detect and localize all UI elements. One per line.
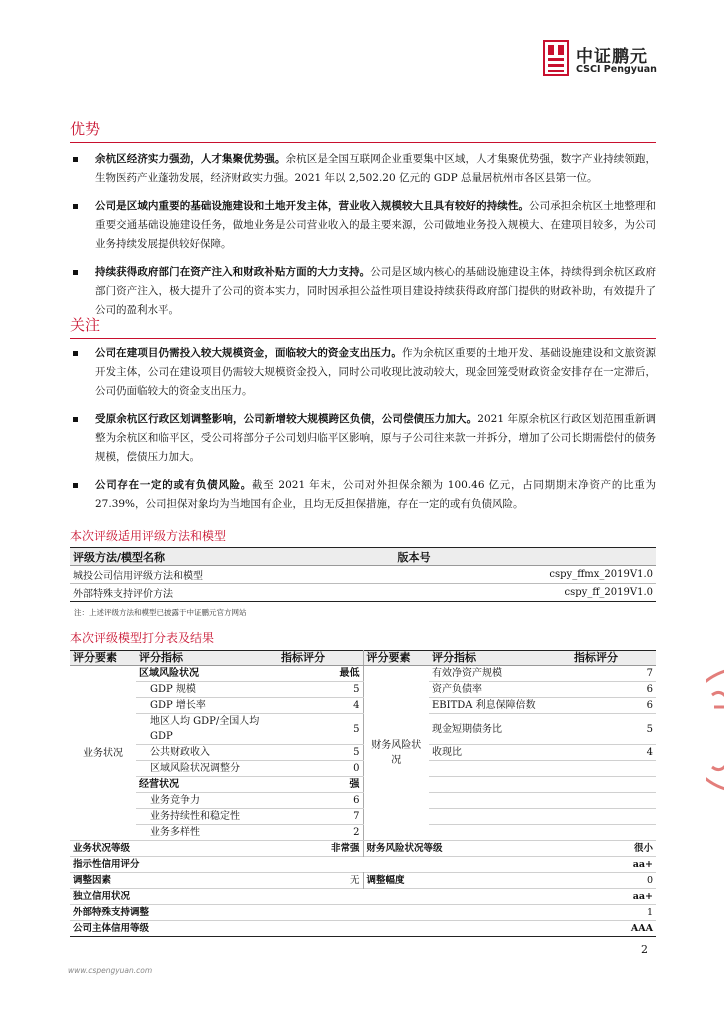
financial-factor-label: 财务风险状况	[363, 666, 429, 841]
summary-row: 业务状况等级 非常强 财务风险状况等级 很小	[70, 841, 656, 857]
table-row: 地区人均 GDP/全国人均 GDP 5 现金短期债务比 5	[70, 714, 656, 745]
concern-item: 公司在建项目仍需投入较大规模资金，面临较大的资金支出压力。作为余杭区重要的土地开发、基础设施建设和文旅资源开发主体，公司在建设项目仍需较大规模资金投入，同时公司收现比波动较大，现金回笼受财政资金安排存在一定滞后，公司仍面临较大的资金支出压力。	[70, 344, 656, 401]
table-row: 城投公司信用评级方法和模型 cspy_ffmx_2019V1.0	[70, 566, 656, 584]
table-row: 业务竞争力 6	[70, 793, 656, 809]
concern-item: 公司存在一定的或有负债风险。截至 2021 年末，公司对外担保余额为 100.46 亿元，占同期期末净资产的比重为 27.39%，公司担保对象均为当地国有企业，且均无反担保措施，存在一定的或有负债风险。	[70, 476, 656, 514]
advantage-item: 持续获得政府部门在资产注入和财政补贴方面的大力支持。公司是区域内核心的基础设施建设主体，持续得到余杭区政府部门资产注入，极大提升了公司的资本实力，同时因承担公益性项目建设持续获得政府部门提供的财政补助，有效提升了公司的盈利水平。	[70, 263, 656, 320]
table-row: 公共财政收入 5 收现比 4	[70, 745, 656, 761]
table-row: 经营状况 强	[70, 777, 656, 793]
logo-text-en: CSCI Pengyuan	[576, 64, 657, 75]
table-row: 业务多样性 2	[70, 825, 656, 841]
business-factor-label: 业务状况	[70, 666, 136, 841]
methods-title: 本次评级适用评级方法和模型	[70, 529, 227, 543]
table-row: 业务状况 区域风险状况 最低 财务风险状况 有效净资产规模 7	[70, 666, 656, 682]
logo-text-cn: 中证鹏元	[576, 47, 648, 67]
summary-row: 外部特殊支持调整 1	[70, 905, 656, 921]
summary-row: 公司主体信用等级 AAA	[70, 921, 656, 937]
scoring-title: 本次评级模型打分表及结果	[70, 631, 215, 645]
concerns-list	[70, 344, 656, 523]
table-row: 业务持续性和稳定性 7	[70, 809, 656, 825]
table-row: GDP 增长率 4 EBITDA 利息保障倍数 6	[70, 698, 656, 714]
scoring-table: 评分要素 评分指标 指标评分 评分要素 评分指标 指标评分 业务状况 区域风险状况 最低 财务风险状况 有效净资产规模 7 GDP 规模 5 资产负债率 6 GDP 增长率 4 EBITDA 利息保障倍数 6 地区人均 GDP/全国人均 GDP 5 现金短期债务比 5 公共财政收入 5 收现比 4 区域风险状况调整分 0 经营状况 强 业务竞争力 6 业务持续性和稳定性 7 业务多样性 2 业务状况等级 非常强 财务风险状况等级 很小 指示性信用评分 aa+ 调整因素 无 调整幅度 0 独立信用状况 aa+ 外部特殊支持调整 1 公司主体信用等级 AAA	[70, 650, 656, 937]
summary-row: 独立信用状况 aa+	[70, 889, 656, 905]
advantages-list	[70, 150, 656, 329]
methods-note: 注：上述评级方法和模型已披露于中证鹏元官方网站	[74, 608, 247, 617]
page-number: 2	[641, 943, 648, 956]
methods-table	[70, 547, 656, 602]
seal-stamp-icon	[706, 655, 724, 805]
summary-row: 指示性信用评分 aa+	[70, 857, 656, 873]
advantage-item: 余杭区经济实力强劲，人才集聚优势强。余杭区是全国互联网企业重要集中区域，人才集聚优势强，数字产业持续领跑，生物医药产业蓬勃发展，经济财政实力强。2021 年以 2,502.20 亿元的 GDP 总量居杭州市各区县第一位。	[70, 150, 656, 188]
concerns-title: 关注	[70, 316, 656, 339]
logo-mark-icon	[543, 40, 569, 76]
table-row: 区域风险状况调整分 0	[70, 761, 656, 777]
methods-header-version: 版本号	[395, 548, 657, 566]
methods-header-name: 评级方法/模型名称	[70, 548, 395, 566]
concern-item: 受原余杭区行政区划调整影响，公司新增较大规模跨区负债，公司偿债压力加大。2021 年原余杭区行政区划范围重新调整为余杭区和临平区，受公司将部分子公司划归临平区影响，原与子公司往来款一并拆分，增加了公司长期需偿付的债务规模，偿债压力加大。	[70, 410, 656, 467]
advantages-title: 优势	[70, 120, 656, 143]
company-logo	[543, 40, 657, 80]
table-row: 外部特殊支持评价方法 cspy_ff_2019V1.0	[70, 584, 656, 602]
advantage-item: 公司是区域内重要的基础设施建设和土地开发主体，营业收入规模较大且具有较好的持续性。公司承担余杭区土地整理和重要交通基础设施建设任务，做地业务是公司营业收入的最主要来源，公司做地业务投入规模大、在建项目较多，为公司业务持续发展提供较好保障。	[70, 197, 656, 254]
table-row: GDP 规模 5 资产负债率 6	[70, 682, 656, 698]
footer-url: www.cspengyuan.com	[68, 966, 153, 975]
summary-row: 调整因素 无 调整幅度 0	[70, 873, 656, 889]
